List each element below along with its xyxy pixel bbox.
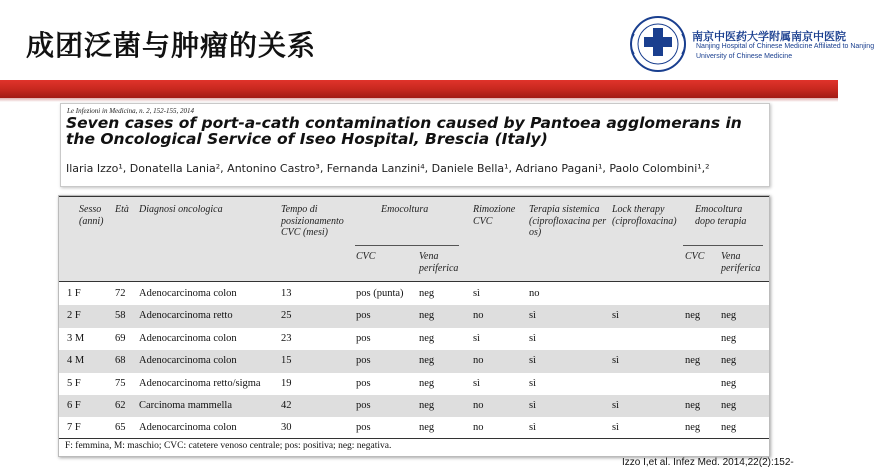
cell-terapia: sì — [529, 310, 537, 322]
cell-terapia: sì — [529, 355, 537, 367]
cell-diagnosi: Adenocarcinoma retto — [139, 310, 233, 322]
cell-tempo: 13 — [281, 288, 292, 299]
slide-title: 成团泛菌与肿瘤的关系 — [26, 29, 317, 62]
cell-vena2: neg — [721, 377, 737, 389]
header-lock: Lock therapy (ciprofloxacina) — [612, 204, 677, 227]
cell-diagnosi: Adenocarcinoma colon — [139, 288, 237, 299]
cell-terapia: sì — [529, 377, 537, 389]
cell-vena: neg — [419, 422, 435, 434]
cell-rimozione: no — [473, 310, 484, 322]
cell-vena: neg — [419, 400, 435, 411]
cell-tempo: 30 — [281, 422, 292, 434]
cell-vena2: neg — [721, 355, 737, 367]
cell-cvc2: neg — [685, 310, 701, 322]
cell-tempo: 42 — [281, 400, 292, 411]
cell-cvc: pos — [356, 310, 371, 322]
cell-terapia: sì — [529, 422, 537, 434]
header-cvc: CVC — [356, 251, 376, 262]
cell-sesso: 3 M — [67, 332, 85, 344]
header-rimozione: Rimozione CVC — [473, 204, 516, 227]
header-vena-dopo: Vena periferica — [721, 251, 761, 274]
cell-rimozione: sì — [473, 288, 481, 299]
header-diagnosi: Diagnosi oncologica — [139, 204, 223, 215]
cell-tempo: 23 — [281, 332, 292, 344]
cell-lock: sì — [612, 422, 620, 434]
journal-line: Le Infezioni in Medicina, n. 2, 152-155, 2014 — [67, 107, 194, 115]
paper-authors: Ilaria Izzo¹, Donatella Lania², Antonino Castro³, Fernanda Lanzini⁴, Daniele Bella¹, Adriano Pagani¹, Paolo Colombini¹,² — [66, 162, 710, 175]
cell-lock: sì — [612, 400, 620, 411]
paper-header-clip — [60, 103, 770, 187]
cell-diagnosi: Adenocarcinoma retto/sigma — [139, 377, 261, 389]
logo-name-cn: 南京中医药大学附属南京中医院 — [692, 30, 846, 43]
cell-vena: neg — [419, 332, 435, 344]
cell-tempo: 25 — [281, 310, 292, 322]
cell-rimozione: no — [473, 422, 484, 434]
table-bottom-rule — [59, 438, 769, 439]
header-red-band — [0, 80, 838, 98]
table-footnote: F: femmina, M: maschio; CVC: catetere venoso centrale; pos: positiva; neg: negativa. — [65, 441, 392, 451]
cell-sesso: 4 M — [67, 355, 85, 367]
cell-cvc: pos — [356, 332, 371, 344]
cell-rimozione: no — [473, 400, 484, 411]
header-tempo: Tempo di posizionamento CVC (mesi) — [281, 204, 344, 238]
cell-sesso: 2 F — [67, 310, 81, 322]
cell-cvc2: neg — [685, 400, 701, 411]
logo-name-en-2: University of Chinese Medicine — [696, 53, 793, 60]
table-header-rule — [59, 281, 769, 282]
hospital-logo — [620, 12, 874, 78]
emocoltura-dopo-rule — [683, 245, 763, 246]
cell-terapia: sì — [529, 332, 537, 344]
cell-vena2: neg — [721, 310, 737, 322]
header-eta: Età — [115, 204, 129, 215]
table-row — [59, 350, 769, 372]
logo-name-en-1: Nanjing Hospital of Chinese Medicine Affiliated to Nanjing — [696, 43, 874, 50]
cell-eta: 72 — [115, 288, 126, 299]
cell-sesso: 6 F — [67, 400, 81, 411]
cell-eta: 69 — [115, 332, 126, 344]
cell-vena: neg — [419, 288, 435, 299]
hospital-seal-icon — [624, 14, 692, 78]
results-table — [58, 195, 770, 457]
cell-cvc: pos — [356, 422, 371, 434]
header-emocoltura-dopo: Emocoltura dopo terapia — [695, 204, 747, 227]
cell-eta: 65 — [115, 422, 126, 434]
cell-cvc2: neg — [685, 422, 701, 434]
cell-sesso: 5 F — [67, 377, 81, 389]
header-cvc-dopo: CVC — [685, 251, 705, 262]
cell-terapia: no — [529, 288, 540, 299]
cell-eta: 62 — [115, 400, 126, 411]
table-row — [59, 283, 769, 305]
citation: Izzo I,et al. Infez Med. 2014,22(2):152- — [622, 457, 794, 468]
header-sesso: Sesso (anni) — [79, 204, 104, 227]
cell-diagnosi: Adenocarcinoma colon — [139, 355, 237, 367]
cell-tempo: 19 — [281, 377, 292, 389]
table-row — [59, 373, 769, 395]
cell-cvc: pos (punta) — [356, 288, 404, 299]
cell-rimozione: sì — [473, 377, 481, 389]
table-row — [59, 417, 769, 439]
cell-diagnosi: Adenocarcinoma colon — [139, 332, 237, 344]
cell-vena: neg — [419, 310, 435, 322]
cell-cvc: pos — [356, 400, 371, 411]
header-terapia: Terapia sistemica (ciprofloxacina per os) — [529, 204, 607, 238]
cell-diagnosi: Carcinoma mammella — [139, 400, 233, 411]
table-row — [59, 328, 769, 350]
header-vena: Vena periferica — [419, 251, 459, 274]
cell-terapia: sì — [529, 400, 537, 411]
cell-rimozione: no — [473, 355, 484, 367]
cell-lock: sì — [612, 310, 620, 322]
cell-eta: 58 — [115, 310, 126, 322]
cell-sesso: 7 F — [67, 422, 81, 434]
cell-cvc: pos — [356, 377, 371, 389]
header-emocoltura: Emocoltura — [381, 204, 429, 215]
emocoltura-rule — [355, 245, 459, 246]
cell-vena2: neg — [721, 400, 737, 411]
cell-diagnosi: Adenocarcinoma colon — [139, 422, 237, 434]
cell-vena2: neg — [721, 422, 737, 434]
cell-eta: 75 — [115, 377, 126, 389]
table-row — [59, 395, 769, 417]
cell-eta: 68 — [115, 355, 126, 367]
cell-lock: sì — [612, 355, 620, 367]
cell-cvc2: neg — [685, 355, 701, 367]
table-top-rule — [59, 196, 769, 197]
cell-vena: neg — [419, 355, 435, 367]
cell-vena2: neg — [721, 332, 737, 344]
cell-rimozione: sì — [473, 332, 481, 344]
paper-title: Seven cases of port-a-cath contamination caused by Pantoea agglomerans in the Oncological Service of Iseo Hospital, Brescia (Italy) — [66, 114, 742, 148]
cell-sesso: 1 F — [67, 288, 81, 299]
cell-vena: neg — [419, 377, 435, 389]
cell-cvc: pos — [356, 355, 371, 367]
table-row — [59, 305, 769, 327]
cell-tempo: 15 — [281, 355, 292, 367]
